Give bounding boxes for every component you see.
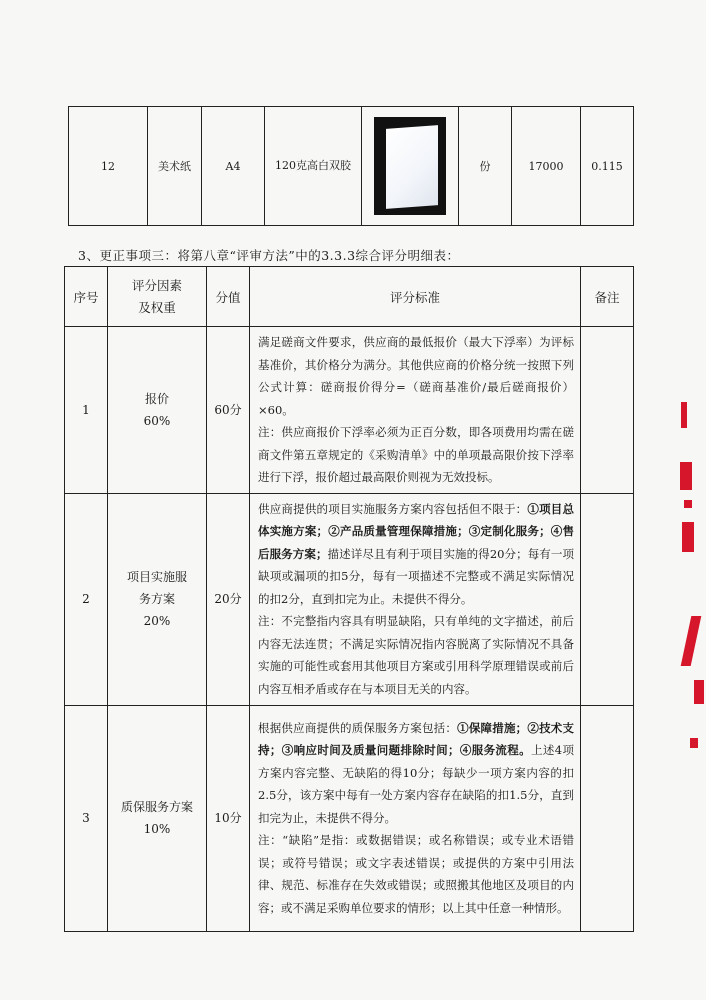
item-quantity: 17000 <box>512 107 581 226</box>
paper-sheet-image <box>374 117 446 215</box>
item-table <box>68 106 634 226</box>
header-no: 序号 <box>65 267 108 327</box>
table-row <box>65 705 634 931</box>
item-no: 12 <box>69 107 148 226</box>
table-row <box>69 107 634 226</box>
row-no: 1 <box>65 327 108 494</box>
row-remark <box>581 493 634 705</box>
item-size: A4 <box>202 107 265 226</box>
row-no: 2 <box>65 493 108 705</box>
row-factor: 质保服务方案 10% <box>108 705 207 931</box>
header-factor: 评分因素 及权重 <box>108 267 207 327</box>
row-factor: 项目实施服务方案 20% <box>108 493 207 705</box>
row-standard: 满足磋商文件要求，供应商的最低报价（最大下浮率）为评标基准价，其价格分为满分。其他供应商的价格分统一按照下列公式计算：磋商报价得分=（磋商基准价/最后磋商报价）×60。 注：供应商报价下浮率必须为正百分数，即各项费用均需在磋商文件第五章规定的《采购清单》中的单项最高限价按下浮率进行下浮，报价超过最高限价则视为无效投标。 <box>250 327 581 494</box>
row-score: 60分 <box>207 327 250 494</box>
score-table <box>64 266 634 932</box>
header-standard: 评分标准 <box>250 267 581 327</box>
row-remark <box>581 705 634 931</box>
table-row <box>65 327 634 494</box>
row-standard: 供应商提供的项目实施服务方案内容包括但不限于：①项目总体实施方案；②产品质量管理保障措施；③定制化服务；④售后服务方案；描述详尽且有利于项目实施的得20分；每有一项缺项或漏项的扣5分，每有一项描述不完整或不满足实际情况的扣2分，直到扣完为止。未提供不得分。 注：不完整指内容具有明显缺陷，只有单纯的文字描述，前后内容无法连贯；不满足实际情况指内容脱离了实际情况不具备实施的可能性或套用其他项目方案或引用科学原理错误或前后内容互相矛盾或存在与本项目无关的内容。 <box>250 493 581 705</box>
row-score: 10分 <box>207 705 250 931</box>
item-spec: 120克高白双胶 <box>265 107 362 226</box>
item-name: 美术纸 <box>148 107 202 226</box>
row-remark <box>581 327 634 494</box>
table-header-row <box>65 267 634 327</box>
table-row <box>65 493 634 705</box>
section-heading: 3、更正事项三：将第八章“评审方法”中的3.3.3综合评分明细表： <box>78 248 460 263</box>
row-factor: 报价 60% <box>108 327 207 494</box>
row-no: 3 <box>65 705 108 931</box>
item-image-cell <box>362 107 459 226</box>
item-unit: 份 <box>459 107 512 226</box>
header-remark: 备注 <box>581 267 634 327</box>
row-score: 20分 <box>207 493 250 705</box>
row-standard: 根据供应商提供的质保服务方案包括：①保障措施；②技术支持；③响应时间及质量问题排除时间；④服务流程。上述4项方案内容完整、无缺陷的得10分；每缺少一项方案内容的扣2.5分，该方案中每有一处方案内容存在缺陷的扣1.5分，直到扣完为止，未提供不得分。 注：“缺陷”是指：或数据错误；或名称错误；或专业术语错误；或符号错误；或文字表述错误；或提供的方案中引用法律、规范、标准存在失效或错误；或照搬其他地区及项目的内容；或不满足采购单位要求的情形；以上其中任意一种情形。 <box>250 705 581 931</box>
header-score: 分值 <box>207 267 250 327</box>
item-price: 0.115 <box>581 107 634 226</box>
